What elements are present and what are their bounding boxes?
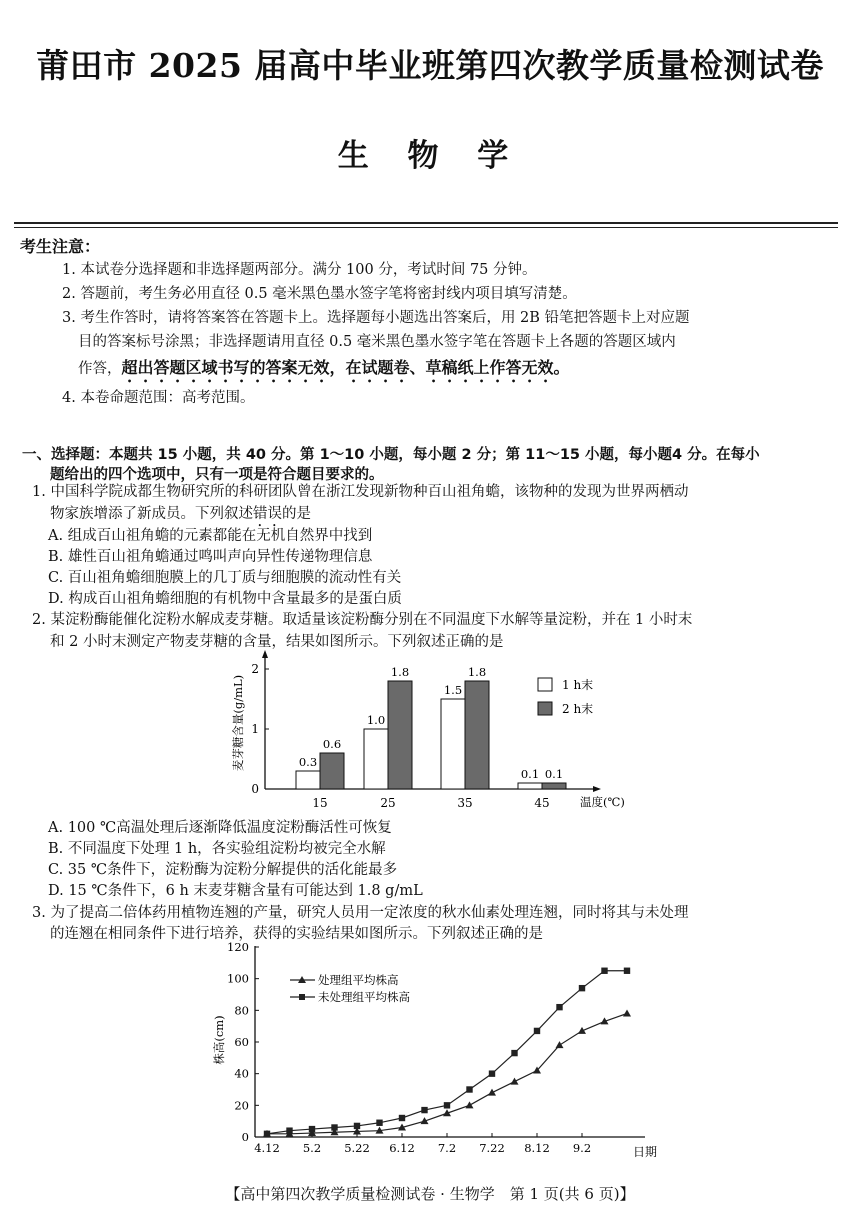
line-xtick-label: 7.22	[479, 1141, 505, 1155]
point-untreated	[331, 1124, 337, 1130]
bar-value-label: 1.8	[390, 665, 410, 679]
q2-stem-2: 和 2 小时末测定产物麦芽糖的含量，结果如图所示。下列叙述正确的是	[50, 634, 504, 650]
line-legend-label: 处理组平均株高	[318, 973, 399, 987]
bar-2h	[388, 681, 412, 789]
bar-value-label: 1.0	[366, 713, 386, 727]
line-xtick-label: 7.2	[437, 1141, 457, 1155]
legend-swatch-1h	[538, 678, 552, 691]
bar-value-label: 0.3	[298, 755, 318, 769]
line-xtick-label: 8.12	[524, 1141, 550, 1155]
line-ytick-label: 100	[227, 971, 249, 986]
bar-value-label: 0.6	[322, 737, 342, 751]
notice-heading: 考生注意：	[20, 237, 101, 256]
line-xtick-label: 5.22	[344, 1141, 370, 1155]
bar-value-label: 1.8	[467, 665, 487, 679]
point-untreated	[601, 968, 607, 974]
line-xtick-label: 6.12	[389, 1141, 415, 1155]
bar-y-arrow	[262, 650, 268, 658]
bar-2h	[465, 681, 489, 789]
bar-xtick-label: 15	[312, 796, 328, 810]
point-untreated	[376, 1120, 382, 1126]
line-legend-label: 未处理组平均株高	[318, 990, 410, 1004]
point-treated	[466, 1101, 474, 1108]
subject-title: 生 物 学	[337, 138, 523, 174]
q3-stem-1: 3. 为了提高二倍体药用植物连翘的产量，研究人员用一定浓度的秋水仙素处理连翘，同时将其与未处理	[32, 905, 689, 921]
point-treated	[556, 1041, 564, 1048]
notice-item-4: 4. 本卷命题范围：高考范围。	[62, 390, 255, 406]
line-xtick-label: 4.12	[254, 1141, 280, 1155]
point-untreated	[264, 1131, 270, 1137]
line-ytick-label: 20	[234, 1098, 249, 1113]
line-xlabel: 日期	[633, 1145, 658, 1159]
q1-option-d: D. 构成百山祖角蟾细胞的有机物中含量最多的是蛋白质	[48, 591, 402, 607]
q1-option-a: A. 组成百山祖角蟾的元素都能在无机自然界中找到	[48, 528, 373, 544]
q1-stem-2	[50, 506, 311, 530]
point-untreated	[354, 1123, 360, 1129]
bar-2h	[542, 783, 566, 789]
line-ytick-label: 120	[227, 940, 249, 954]
point-untreated	[511, 1050, 517, 1056]
bar-legend	[538, 677, 593, 716]
point-untreated	[399, 1115, 405, 1121]
legend-swatch-2h	[538, 702, 552, 715]
bar-1h	[441, 699, 465, 789]
bar-ytick-label: 0	[251, 782, 259, 796]
point-treated	[511, 1078, 519, 1085]
bar-value-label: 0.1	[544, 767, 564, 781]
bar-ytick-label: 2	[251, 662, 259, 676]
bar-xtick-label: 25	[380, 796, 396, 810]
q1-option-b: B. 雄性百山祖角蟾通过鸣叫声向异性传递物理信息	[48, 549, 373, 565]
q2-option-d: D. 15 ℃条件下，6 h 末麦芽糖含量有可能达到 1.8 g/mL	[48, 883, 423, 899]
notice-warning: 超出答题区域书写的答案无效，在试题卷、草稿纸上作答无效。	[121, 358, 570, 377]
point-untreated	[556, 1004, 562, 1010]
q1-stem-1: 1. 中国科学院成都生物研究所的科研团队曾在浙江发现新物种百山祖角蟾，该物种的发现为世界两栖动	[32, 484, 689, 500]
exam-title: 莆田市 2025 届高中毕业班第四次教学质量检测试卷	[36, 46, 824, 85]
line-ytick-label: 0	[241, 1130, 249, 1144]
q1-stem-keyword: 错误	[253, 506, 282, 522]
bar-1h	[364, 729, 388, 789]
point-untreated	[466, 1086, 472, 1092]
line-legend	[290, 973, 410, 1004]
q1-stem-2a: 物家族增添了新成员。下列叙述	[50, 506, 253, 522]
legend-label-1h: 1 h末	[562, 678, 594, 692]
legend-marker-square	[299, 994, 305, 1000]
bar-1h	[518, 783, 542, 789]
line-ytick-label: 80	[234, 1003, 249, 1018]
q2-option-a: A. 100 ℃高温处理后逐渐降低温度淀粉酶活性可恢复	[48, 820, 392, 836]
line-xtick-label: 9.2	[572, 1141, 592, 1155]
point-untreated	[489, 1070, 495, 1076]
q1-option-c: C. 百山祖角蟾细胞膜上的几丁质与细胞膜的流动性有关	[48, 570, 402, 586]
bar-2h	[320, 753, 344, 789]
section-heading-line1: 一、选择题：本题共 15 小题，共 40 分。第 1～10 小题，每小题 2 分；第 11～15 小题，每小题4 分。在每小	[22, 447, 760, 463]
bar-1h	[296, 771, 320, 789]
notice-item-1: 1. 本试卷分选择题和非选择题两部分。满分 100 分，考试时间 75 分钟。	[62, 262, 537, 278]
bar-ylabel: 麦芽糖含量(g/mL)	[231, 674, 245, 772]
legend-label-2h: 2 h末	[562, 702, 594, 716]
point-untreated	[534, 1028, 540, 1034]
point-untreated	[286, 1127, 292, 1133]
bar-xtick-label: 45	[534, 796, 550, 810]
bar-x-arrow	[593, 786, 601, 792]
point-untreated	[579, 985, 585, 991]
line-ylabel: 株高(cm)	[212, 1015, 226, 1065]
notice-item-2: 2. 答题前，考生务必用直径 0.5 毫米黑色墨水签字笔将密封线内项目填写清楚。	[62, 286, 577, 302]
line-ytick-label: 40	[234, 1066, 249, 1081]
line-xtick-label: 5.2	[302, 1141, 322, 1155]
divider-thick	[14, 222, 838, 224]
notice-item-3-cont2	[78, 358, 570, 386]
divider-thin	[14, 227, 838, 228]
point-treated	[578, 1027, 586, 1034]
section-heading-line2: 题给出的四个选项中，只有一项是符合题目要求的。	[50, 467, 384, 483]
point-treated	[488, 1089, 496, 1096]
notice-item-3-cont: 目的答案标号涂黑；非选择题请用直径 0.5 毫米黑色墨水签字笔在答题卡上各题的答题区域内	[78, 334, 676, 350]
q2-stem-1: 2. 某淀粉酶能催化淀粉水解成麦芽糖。取适量该淀粉酶分别在不同温度下水解等量淀粉，并在 1 小时末	[32, 612, 693, 628]
q2-option-b: B. 不同温度下处理 1 h，各实验组淀粉均被完全水解	[48, 841, 386, 857]
bar-ytick-label: 1	[251, 722, 259, 736]
q2-option-c: C. 35 ℃条件下，淀粉酶为淀粉分解提供的活化能最多	[48, 862, 398, 878]
point-untreated	[309, 1126, 315, 1132]
line-chart	[205, 940, 675, 1165]
bar-value-label: 0.1	[520, 767, 540, 781]
notice-item-3-tail: 作答，	[78, 361, 122, 377]
line-ytick-label: 60	[234, 1035, 249, 1049]
point-treated	[623, 1010, 631, 1017]
point-untreated	[421, 1107, 427, 1113]
bar-value-label: 1.5	[443, 683, 463, 697]
notice-item-3: 3. 考生作答时，请将答案答在答题卡上。选择题每小题选出答案后，用 2B 铅笔把答题卡上对应题	[62, 310, 690, 326]
q1-stem-2c: 的是	[282, 506, 311, 522]
point-untreated	[444, 1102, 450, 1108]
bar-xlabel: 温度(℃)	[580, 795, 625, 809]
page-footer: 【高中第四次教学质量检测试卷 · 生物学 第 1 页(共 6 页)】	[225, 1185, 635, 1203]
bar-xtick-label: 35	[457, 796, 473, 810]
point-untreated	[624, 968, 630, 974]
q3-stem-2: 的连翘在相同条件下进行培养，获得的实验结果如图所示。下列叙述正确的是	[50, 926, 543, 942]
bar-chart	[220, 648, 660, 818]
